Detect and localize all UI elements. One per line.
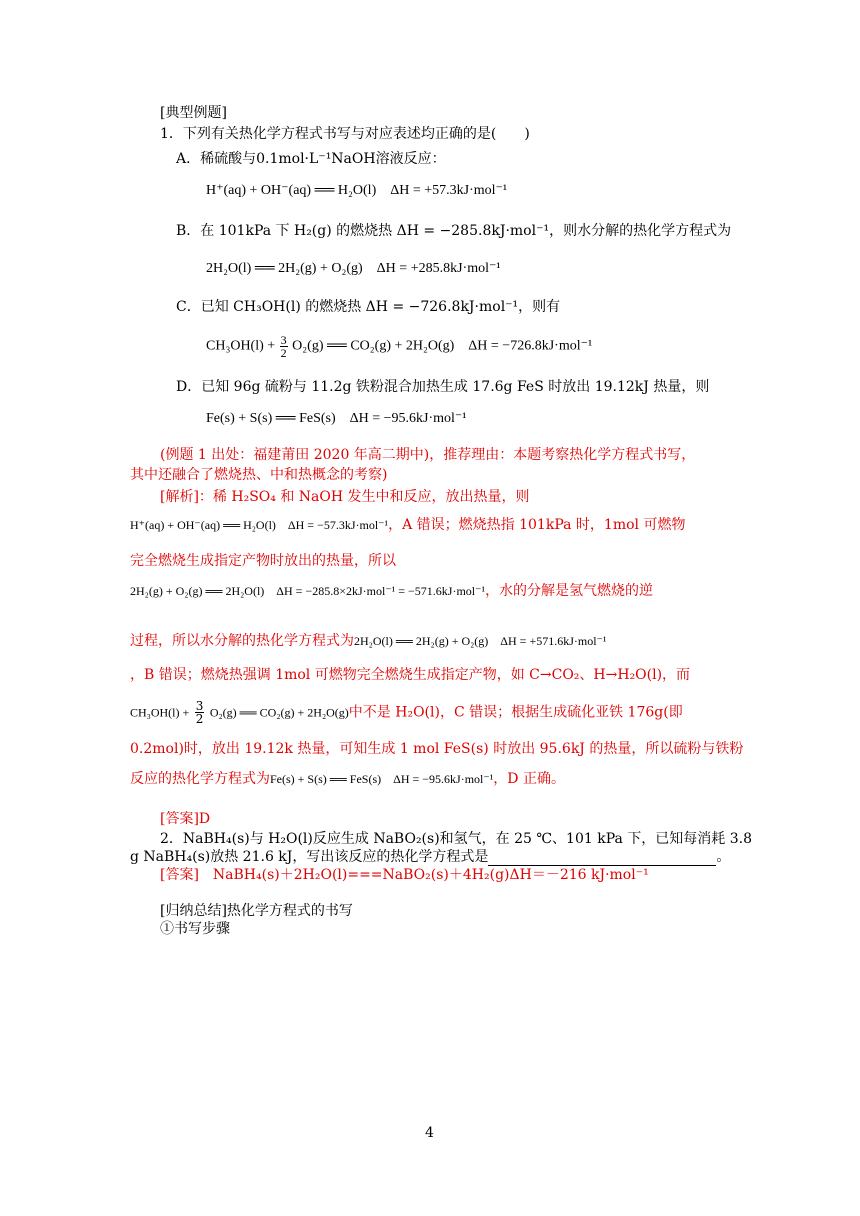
analysis-text-5: 反应的热化学方程式为 [130, 771, 270, 787]
page-number: 4 [425, 1125, 434, 1141]
analysis-line6: ，B 错误；燃烧热强调 1mol 可燃物完全燃烧生成指定产物，如 C→CO₂、H→H₂O(l)，而 [130, 667, 691, 683]
question-2-line2 [130, 848, 730, 866]
analysis-text-3: 过程，所以水分解的热化学方程式为 [130, 633, 354, 649]
option-a-text: A．稀硫酸与0.1mol·L⁻¹NaOH溶液反应： [176, 151, 446, 167]
analysis-text-2: ，水的分解是氢气燃烧的逆 [485, 583, 654, 599]
question-2-text: g NaBH₄(s)放热 21.6 kJ，写出该反应的热化学方程式是 [130, 849, 489, 865]
fraction-numerator: 3 [195, 699, 204, 713]
answer-1: [答案]D [160, 811, 211, 827]
option-d-text: D．已知 96g 硫粉与 11.2g 铁粉混合加热生成 17.6g FeS 时放出 19.12kJ 热量，则 [176, 379, 710, 395]
analysis-line7 [130, 700, 683, 725]
option-d-equation: Fe(s) + S(s) ══ FeS(s) ΔH = −95.6kJ·mol⁻¹ [206, 411, 467, 426]
option-c-fraction [280, 334, 288, 359]
analysis-eq-2: 2H₂(g) + O₂(g) ══ 2H₂O(l) ΔH = −285.8×2kJ·mol⁻¹ = −571.6kJ·mol⁻¹ [130, 584, 486, 598]
analysis-line5 [130, 632, 606, 650]
analysis-eq-5: Fe(s) + S(s) ══ FeS(s) ΔH = −95.6kJ·mol⁻¹ [270, 772, 494, 786]
question-1-stem: 1．下列有关热化学方程式书写与对应表述均正确的是( ) [160, 126, 530, 142]
question-2-end: 。 [716, 849, 731, 865]
fraction-denominator: 2 [195, 712, 204, 726]
section-title: [典型例题] [160, 105, 227, 121]
analysis-eq-3: 2H₂O(l) ══ 2H₂(g) + O₂(g) ΔH = +571.6kJ·mol⁻¹ [354, 634, 607, 648]
analysis-text-6: ，D 正确。 [493, 771, 565, 787]
option-c-eq-right: O₂(g) ══ CO₂(g) + 2H₂O(g) ΔH = −726.8kJ·mol⁻¹ [292, 338, 593, 354]
analysis-line8: 0.2mol)时，放出 19.12k 热量，可知生成 1 mol FeS(s) 时放出 95.6kJ 的热量，所以硫粉与铁粉 [130, 741, 744, 757]
source-note-line1: (例题 1 出处：福建莆田 2020 年高二期中)，推荐理由：本题考察热化学方程式书写， [160, 447, 696, 463]
summary-title: [归纳总结]热化学方程式的书写 [160, 903, 353, 919]
fraction-denominator: 2 [280, 346, 287, 360]
analysis-line9 [130, 770, 565, 788]
analysis-text-4: 中不是 H₂O(l)，C 错误；根据生成硫化亚铁 176g(即 [348, 704, 683, 721]
option-a-equation: H⁺(aq) + OH⁻(aq) ══ H₂O(l) ΔH = +57.3kJ·mol⁻¹ [206, 183, 508, 198]
question-2-line1: 2．NaBH₄(s)与 H₂O(l)反应生成 NaBO₂(s)和氢气，在 25 ℃、101 kPa 下，已知每消耗 3.8 [160, 831, 752, 847]
analysis-line1: [解析]：稀 H₂SO₄ 和 NaOH 发生中和反应，放出热量，则 [160, 489, 530, 505]
answer-2: [答案] NaBH₄(s)＋2H₂O(l)===NaBO₂(s)＋4H₂(g)ΔH＝－216 kJ·mol⁻¹ [160, 867, 649, 883]
analysis-text-1: ，A 错误；燃烧热指 101kPa 时，1mol 可燃物 [388, 517, 686, 533]
analysis-eq-1: H⁺(aq) + OH⁻(aq) ══ H₂O(l) ΔH = −57.3kJ·mol⁻¹ [130, 518, 389, 532]
option-b-text: B．在 101kPa 下 H₂(g) 的燃烧热 ΔH = −285.8kJ·mol⁻¹，则水分解的热化学方程式为 [176, 223, 732, 239]
fraction-numerator: 3 [280, 333, 287, 347]
analysis-line4 [130, 582, 653, 600]
source-note-line2: 其中还融合了燃烧热、中和热概念的考察) [130, 467, 388, 483]
answer-blank[interactable] [488, 851, 716, 866]
analysis-line2 [130, 516, 685, 534]
analysis-line3: 完全燃烧生成指定产物时放出的热量，所以 [130, 553, 396, 569]
option-b-equation: 2H₂O(l) ══ 2H₂(g) + O₂(g) ΔH = +285.8kJ·mol⁻¹ [206, 261, 501, 276]
analysis-fraction [195, 700, 205, 725]
summary-item-1: ①书写步骤 [160, 921, 230, 937]
analysis-eq-4-right: O₂(g) ══ CO₂(g) + 2H₂O(g) [209, 705, 349, 720]
option-c-text: C．已知 CH₃OH(l) 的燃烧热 ΔH = −726.8kJ·mol⁻¹，则有 [176, 299, 561, 315]
option-c-equation [206, 334, 592, 359]
option-c-eq-left: CH₃OH(l) + [206, 338, 276, 354]
analysis-eq-4-left: CH₃OH(l) + [130, 705, 190, 720]
